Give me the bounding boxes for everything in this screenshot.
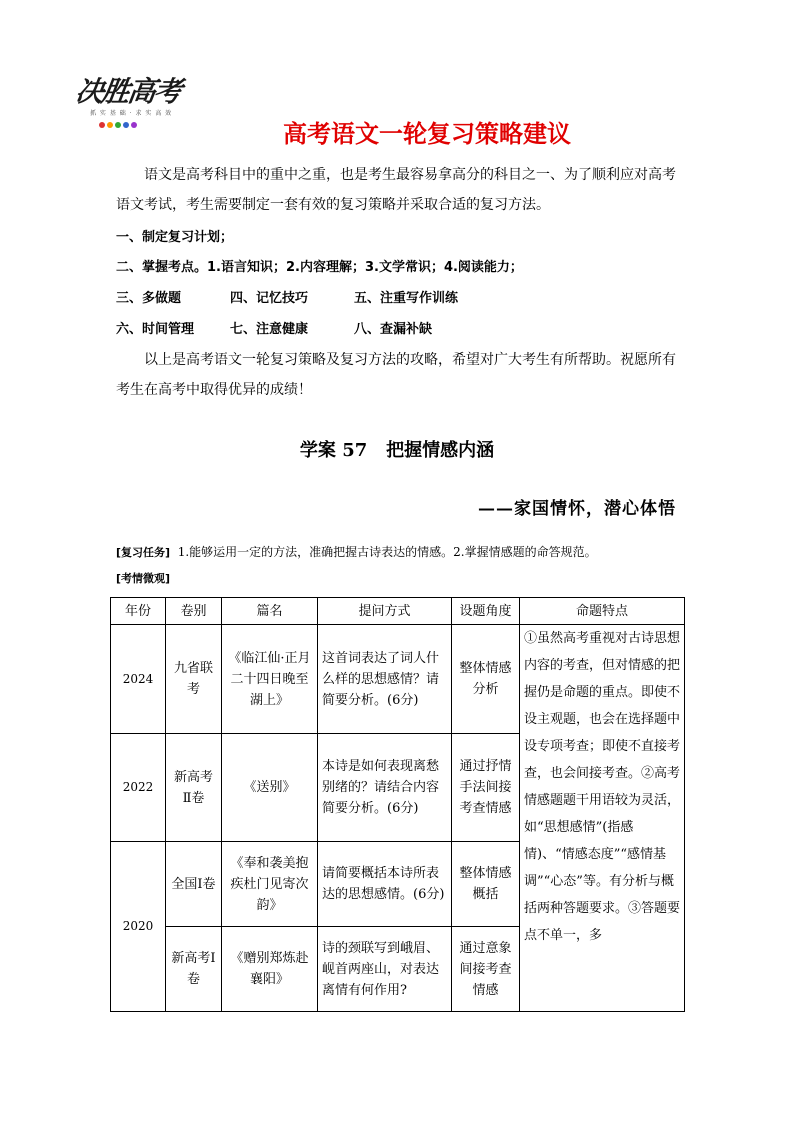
cell-year: 2020	[111, 842, 166, 1012]
cell-paper: 新高考Ⅱ卷	[166, 734, 222, 842]
cell-question: 这首词表达了词人什么样的思想感情？请简要分析。(6分)	[318, 625, 452, 734]
point-5: 五、注重写作训练	[354, 291, 459, 306]
page-title: 高考语文一轮复习策略建议	[283, 120, 571, 148]
cell-question: 诗的颈联写到峨眉、岘首两座山，对表达离情有何作用?	[318, 927, 452, 1012]
col-header-paper: 卷别	[166, 598, 222, 625]
cell-paper: 九省联考	[166, 625, 222, 734]
cell-angle: 通过意象间接考查情感	[452, 927, 520, 1012]
col-header-title: 篇名	[222, 598, 318, 625]
review-task	[116, 543, 597, 560]
cell-angle: 整体情感分析	[452, 625, 520, 734]
cell-title: 《奉和袭美抱疾杜门见寄次韵》	[222, 842, 318, 927]
cell-question: 请简要概括本诗所表达的思想感情。(6分)	[318, 842, 452, 927]
cell-title: 《送别》	[222, 734, 318, 842]
point-3: 三、多做题	[116, 291, 182, 306]
point-line-2	[116, 258, 523, 278]
review-task-label: [复习任务]	[116, 546, 171, 559]
cell-year: 2022	[111, 734, 166, 842]
exam-table	[110, 597, 685, 1012]
col-header-angle: 设题角度	[452, 598, 520, 625]
intro-paragraph	[116, 160, 678, 220]
closing-paragraph	[116, 345, 678, 405]
point-4: 四、记忆技巧	[230, 291, 309, 306]
logo-text: 决胜高考	[73, 75, 183, 108]
lesson-title	[0, 436, 794, 462]
lesson-name: 把握情感内涵	[386, 440, 495, 461]
logo-subtitle: 抓 实 基 础 · 求 实 高 效	[90, 110, 173, 117]
col-header-features: 命题特点	[520, 598, 685, 625]
exam-outlook-label: [考情微观]	[116, 572, 171, 585]
cell-angle: 整体情感概括	[452, 842, 520, 927]
table-row	[111, 625, 685, 734]
lesson-number: 57	[342, 440, 368, 461]
point-7: 七、注意健康	[230, 322, 309, 337]
cell-paper: 全国Ⅰ卷	[166, 842, 222, 927]
col-header-question: 提问方式	[318, 598, 452, 625]
cell-title: 《临江仙·正月二十四日晚至湖上》	[222, 625, 318, 734]
review-task-text: 1.能够运用一定的方法，准确把握古诗表达的情感。2.掌握情感题的命答规范。	[177, 545, 597, 559]
cell-title: 《赠别郑炼赴襄阳》	[222, 927, 318, 1012]
lesson-prefix: 学案	[299, 440, 336, 461]
point-line-4	[116, 320, 432, 340]
cell-paper: 新高考Ⅰ卷	[166, 927, 222, 1012]
cell-features: ①虽然高考重视对古诗思想内容的考查，但对情感的把握仍是命题的重点。即使不设主观题，也会在选择题中设专项考查；即使不直接考查，也会间接考查。②高考情感题题干用语较为灵活，如“思想感情”(指感情)、“情感态度”“感情基调”“心态”等。有分析与概括两种答题要求。③答题要点不单一，多	[520, 625, 685, 1012]
col-header-year: 年份	[111, 598, 166, 625]
intro-text: 语文是高考科目中的重中之重，也是考生最容易拿高分的科目之一、为了顺利应对高考语文考试，考生需要制定一套有效的复习策略并采取合适的复习方法。	[116, 167, 676, 213]
point-6: 六、时间管理	[116, 322, 195, 337]
point-line-3	[116, 289, 458, 309]
point-line-1	[116, 228, 233, 248]
point-1: 一、制定复习计划；	[116, 230, 234, 245]
point-8: 八、查漏补缺	[354, 322, 433, 337]
table-header-row	[111, 598, 685, 625]
cell-question: 本诗是如何表现离愁别绪的？请结合内容简要分析。(6分)	[318, 734, 452, 842]
cell-year: 2024	[111, 625, 166, 734]
closing-text: 以上是高考语文一轮复习策略及复习方法的攻略，希望对广大考生有所帮助。祝愿所有考生在高考中取得优异的成绩！	[116, 352, 676, 398]
point-2: 二、掌握考点。1.语言知识；2.内容理解；3.文学常识；4.阅读能力；	[116, 260, 523, 275]
cell-angle: 通过抒情手法间接考查情感	[452, 734, 520, 842]
lesson-tagline: ——家国情怀，潜心体悟	[478, 499, 676, 519]
